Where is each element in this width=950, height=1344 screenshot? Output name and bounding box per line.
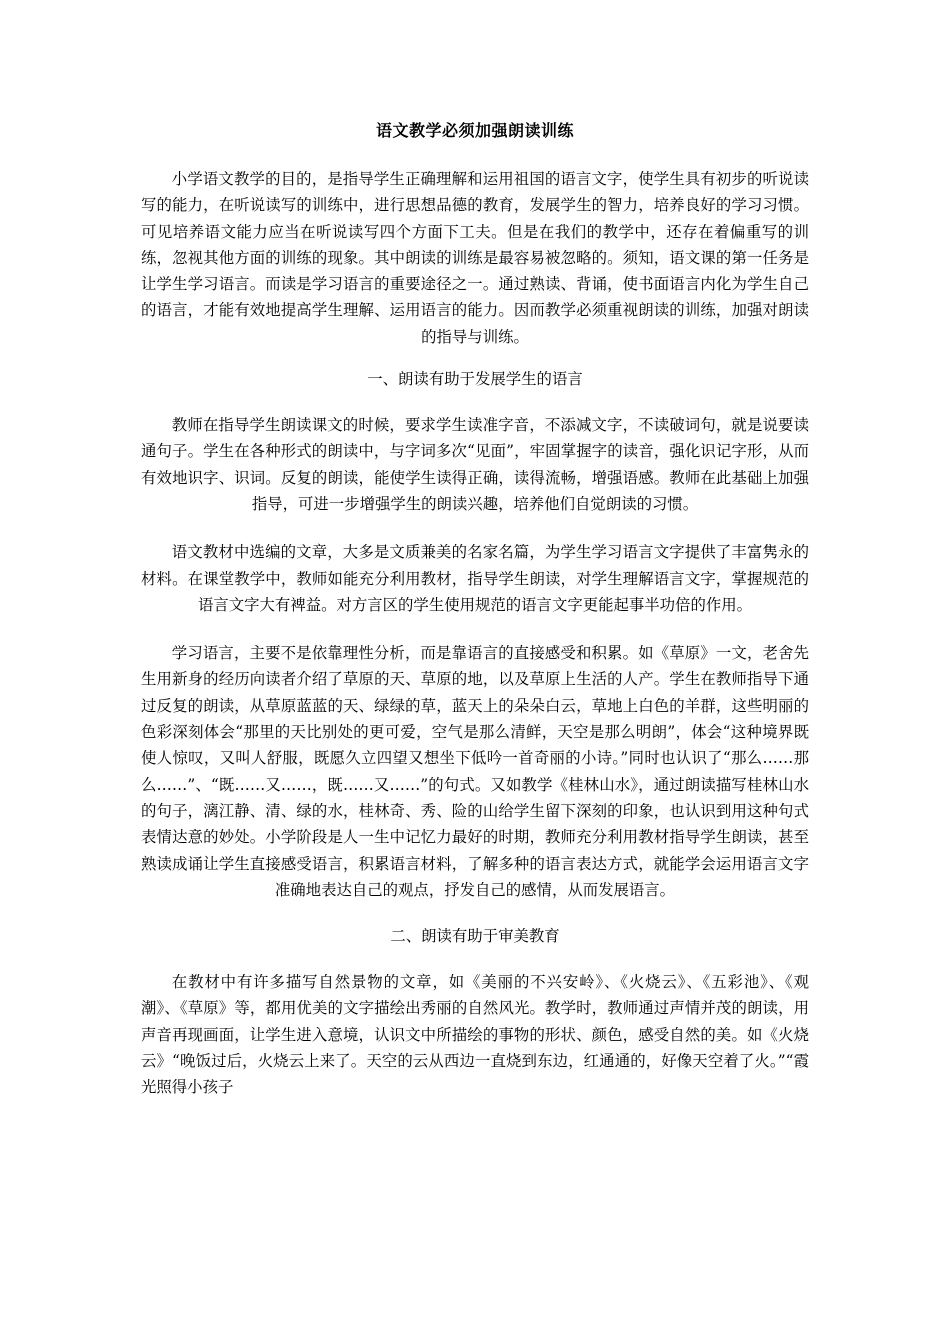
section-1-heading: 一、朗读有助于发展学生的语言 [367, 370, 583, 389]
section-1-paragraph-2: 语文教材中选编的文章，大多是文质兼美的名家名篇，为学生学习语言文字提供了丰富隽永的材料。在课堂教学中，教师如能充分利用教材，指导学生朗读，对学生理解语言文字，掌握规范的语言文字大有裨益。对方言区的学生使用规范的语言文字更能起事半功倍的作用。 [141, 543, 809, 614]
section-1-paragraph-3: 学习语言，主要不是依靠理性分析，而是靠语言的直接感受和积累。如《草原》一文，老舍先生用新身的经历向读者介绍了草原的天、草原的地，以及草原上生活的人产。学生在教师指导下通过反复的朗读，从草原蓝蓝的天、绿绿的草，蓝天上的朵朵白云，草地上白色的羊群，这些明丽的色彩深刻体会“那里的天比别处的更可爱，空气是那么清鲜，天空是那么明朗”，体会“这种境界既使人惊叹，又叫人舒服，既愿久立四望又想坐下低吟一首奇丽的小诗。”同时也认识了“那么……那么……”、“既……又……，既……又……”的句式。又如教学《桂林山水》，通过朗读描写桂林山水的句子，漓江静、清、绿的水，桂林奇、秀、险的山给学生留下深刻的印象，也认识到用这种句式表情达意的妙处。小学阶段是人一生中记忆力最好的时期，教师充分利用教材指导学生朗读，甚至熟读成诵让学生直接感受语言，积累语言材料，了解多种的语言表达方式，就能学会运用语言文字准确地表达自己的观点，抒发自己的感情，从而发展语言。 [141, 644, 809, 899]
document-title: 语文教学必须加强朗读训练 [375, 121, 574, 140]
intro-paragraph: 小学语文教学的目的，是指导学生正确理解和运用祖国的语言文字，使学生具有初步的听说读写的能力，在听说读写的训练中，进行思想品德的教育，发展学生的智力，培养良好的学习习惯。可见培养语文能力应当在听说读写四个方面下工夫。但是在我们的教学中，还存在着偏重写的训练，忽视其他方面的训练的现象。其中朗读的训练是最容易被忽略的。须知，语文课的第一任务是让学生学习语言。而读是学习语言的重要途径之一。通过熟读、背诵，使书面语言内化为学生自己的语言，才能有效地提高学生理解、运用语言的能力。因而教学必须重视朗读的训练，加强对朗读的指导与训练。 [141, 170, 809, 346]
section-2-paragraph-1: 在教材中有许多描写自然景物的文章，如《美丽的不兴安岭》、《火烧云》、《五彩池》、《观潮》、《草原》等，都用优美的文字描绘出秀丽的自然风光。教学时，教师通过声情并茂的朗读，用声音再现画面，让学生进入意境，认识文中所描绘的事物的形状、颜色，感受自然的美。如《火烧云》“晚饭过后，火烧云上来了。天空的云从西边一直烧到东边，红通通的，好像天空着了火。”“霞光照得小孩子 [141, 973, 809, 1097]
section-2-heading: 二、朗读有助于审美教育 [390, 927, 560, 946]
section-1-paragraph-1: 教师在指导学生朗读课文的时候，要求学生读准字音，不添减文字，不读破词句，就是说要读通句子。学生在各种形式的朗读中，与字词多次“见面”，牢固掌握字的读音，强化识记字形，从而有效地识字、识词。反复的朗读，能使学生读得正确，读得流畅，增强语感。教师在此基础上加强指导，可进一步增强学生的朗读兴趣，培养他们自觉朗读的习惯。 [141, 416, 809, 513]
document-page [141, 118, 809, 1101]
